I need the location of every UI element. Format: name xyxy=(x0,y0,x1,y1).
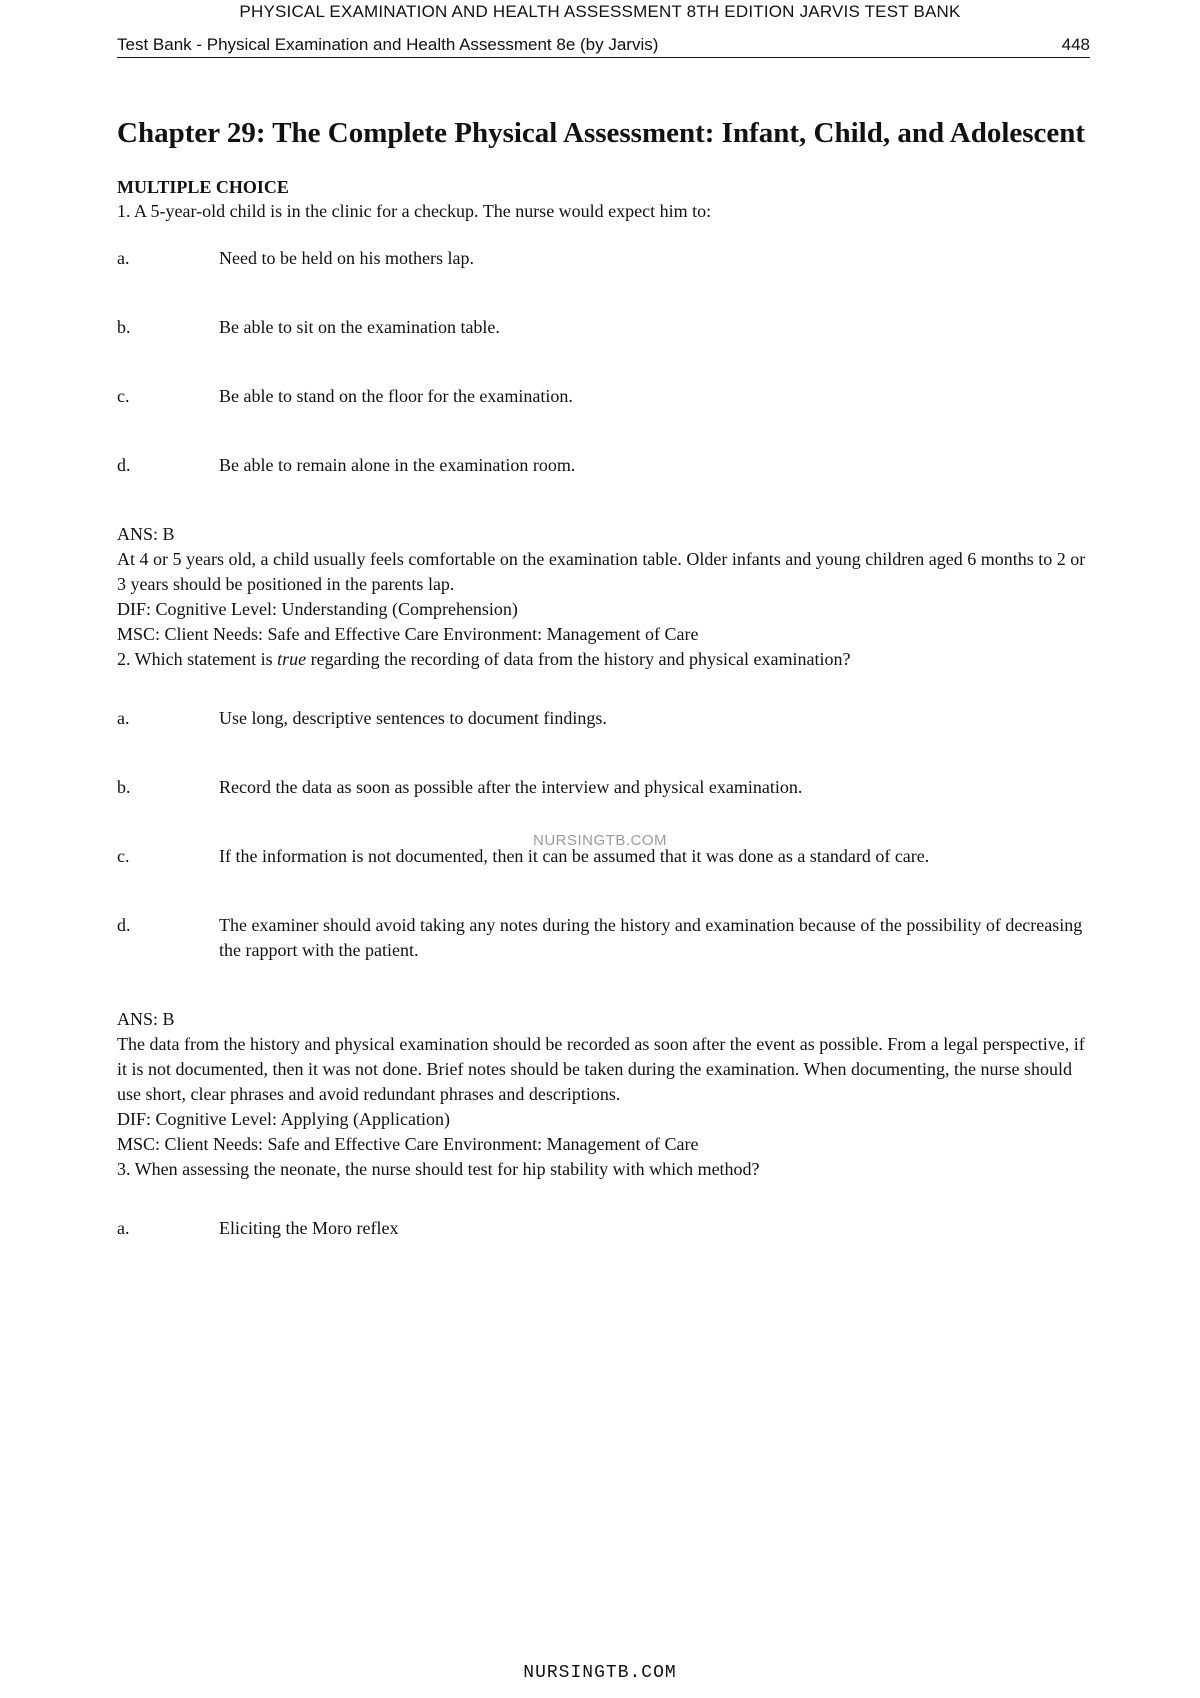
client-needs: MSC: Client Needs: Safe and Effective Care Environment: Management of Care xyxy=(117,624,699,644)
option-item xyxy=(117,384,1092,409)
option-item xyxy=(117,844,1092,869)
difficulty: DIF: Cognitive Level: Understanding (Comprehension) xyxy=(117,599,518,619)
option-letter: a. xyxy=(117,1218,130,1238)
stem-emphasis: true xyxy=(277,649,307,669)
option-text: Eliciting the Moro reflex xyxy=(219,1218,399,1238)
question-2 xyxy=(117,647,1092,1157)
answer-key: ANS: B xyxy=(117,1009,175,1029)
option-list xyxy=(117,1216,1092,1241)
footer-site: NURSINGTB.COM xyxy=(523,1663,677,1683)
option-letter: c. xyxy=(117,846,130,866)
option-list xyxy=(117,246,1092,478)
option-text: Use long, descriptive sentences to document findings. xyxy=(219,708,607,728)
page-number: 448 xyxy=(1061,35,1090,54)
question-1 xyxy=(117,199,1092,647)
page-content xyxy=(117,110,1092,1285)
option-text: Record the data as soon as possible after the interview and physical examination. xyxy=(219,777,803,797)
client-needs: MSC: Client Needs: Safe and Effective Care Environment: Management of Care xyxy=(117,1134,699,1154)
option-letter: d. xyxy=(117,455,131,475)
question-stem: 1. A 5-year-old child is in the clinic for a checkup. The nurse would expect him to: xyxy=(117,201,712,221)
option-item xyxy=(117,775,1092,800)
option-letter: c. xyxy=(117,386,130,406)
option-letter: d. xyxy=(117,915,131,935)
option-text: Be able to stand on the floor for the examination. xyxy=(219,386,573,406)
option-item xyxy=(117,246,1092,271)
option-item xyxy=(117,315,1092,340)
difficulty: DIF: Cognitive Level: Applying (Application) xyxy=(117,1109,450,1129)
chapter-title: Chapter 29: The Complete Physical Assessment: Infant, Child, and Adolescent xyxy=(117,117,1086,149)
option-letter: b. xyxy=(117,777,131,797)
option-letter: b. xyxy=(117,317,131,337)
option-text: If the information is not documented, then it can be assumed that it was done as a standard of care. xyxy=(219,846,930,866)
section-label: MULTIPLE CHOICE xyxy=(117,177,289,197)
stem-part: 2. Which statement is xyxy=(117,649,278,669)
question-stem xyxy=(117,647,1092,672)
option-text: Need to be held on his mothers lap. xyxy=(219,248,474,268)
option-text: The examiner should avoid taking any notes during the history and examination because of the possibility of decreasing the rapport with the patient. xyxy=(219,915,1083,960)
stem-part: regarding the recording of data from the history and physical examination? xyxy=(306,649,851,669)
option-list xyxy=(117,706,1092,963)
option-item xyxy=(117,706,1092,731)
question-stem: 3. When assessing the neonate, the nurse should test for hip stability with which method? xyxy=(117,1159,760,1179)
option-letter: a. xyxy=(117,248,130,268)
answer-key: ANS: B xyxy=(117,524,175,544)
rationale: The data from the history and physical examination should be recorded as soon after the event as possible. From a legal perspective, if it is not documented, then it was not done. Brief notes should be taken during the examination. When documenting, the nurse should use short, clear phrases and avoid redundant phrases and descriptions. xyxy=(117,1034,1085,1104)
option-letter: a. xyxy=(117,708,130,728)
rationale: At 4 or 5 years old, a child usually feels comfortable on the examination table. Older infants and young children aged 6 months to 2 or 3 years should be positioned in the parents lap. xyxy=(117,549,1086,594)
option-item xyxy=(117,453,1092,478)
option-text: Be able to remain alone in the examination room. xyxy=(219,455,576,475)
running-header xyxy=(117,33,1090,58)
question-3 xyxy=(117,1157,1092,1241)
top-banner: PHYSICAL EXAMINATION AND HEALTH ASSESSMENT 8TH EDITION JARVIS TEST BANK xyxy=(239,2,961,21)
option-item xyxy=(117,1216,1092,1241)
watermark: NURSINGTB.COM xyxy=(533,832,667,849)
option-item xyxy=(117,913,1092,963)
option-text: Be able to sit on the examination table. xyxy=(219,317,500,337)
header-title: Test Bank - Physical Examination and Health Assessment 8e (by Jarvis) xyxy=(117,35,659,54)
